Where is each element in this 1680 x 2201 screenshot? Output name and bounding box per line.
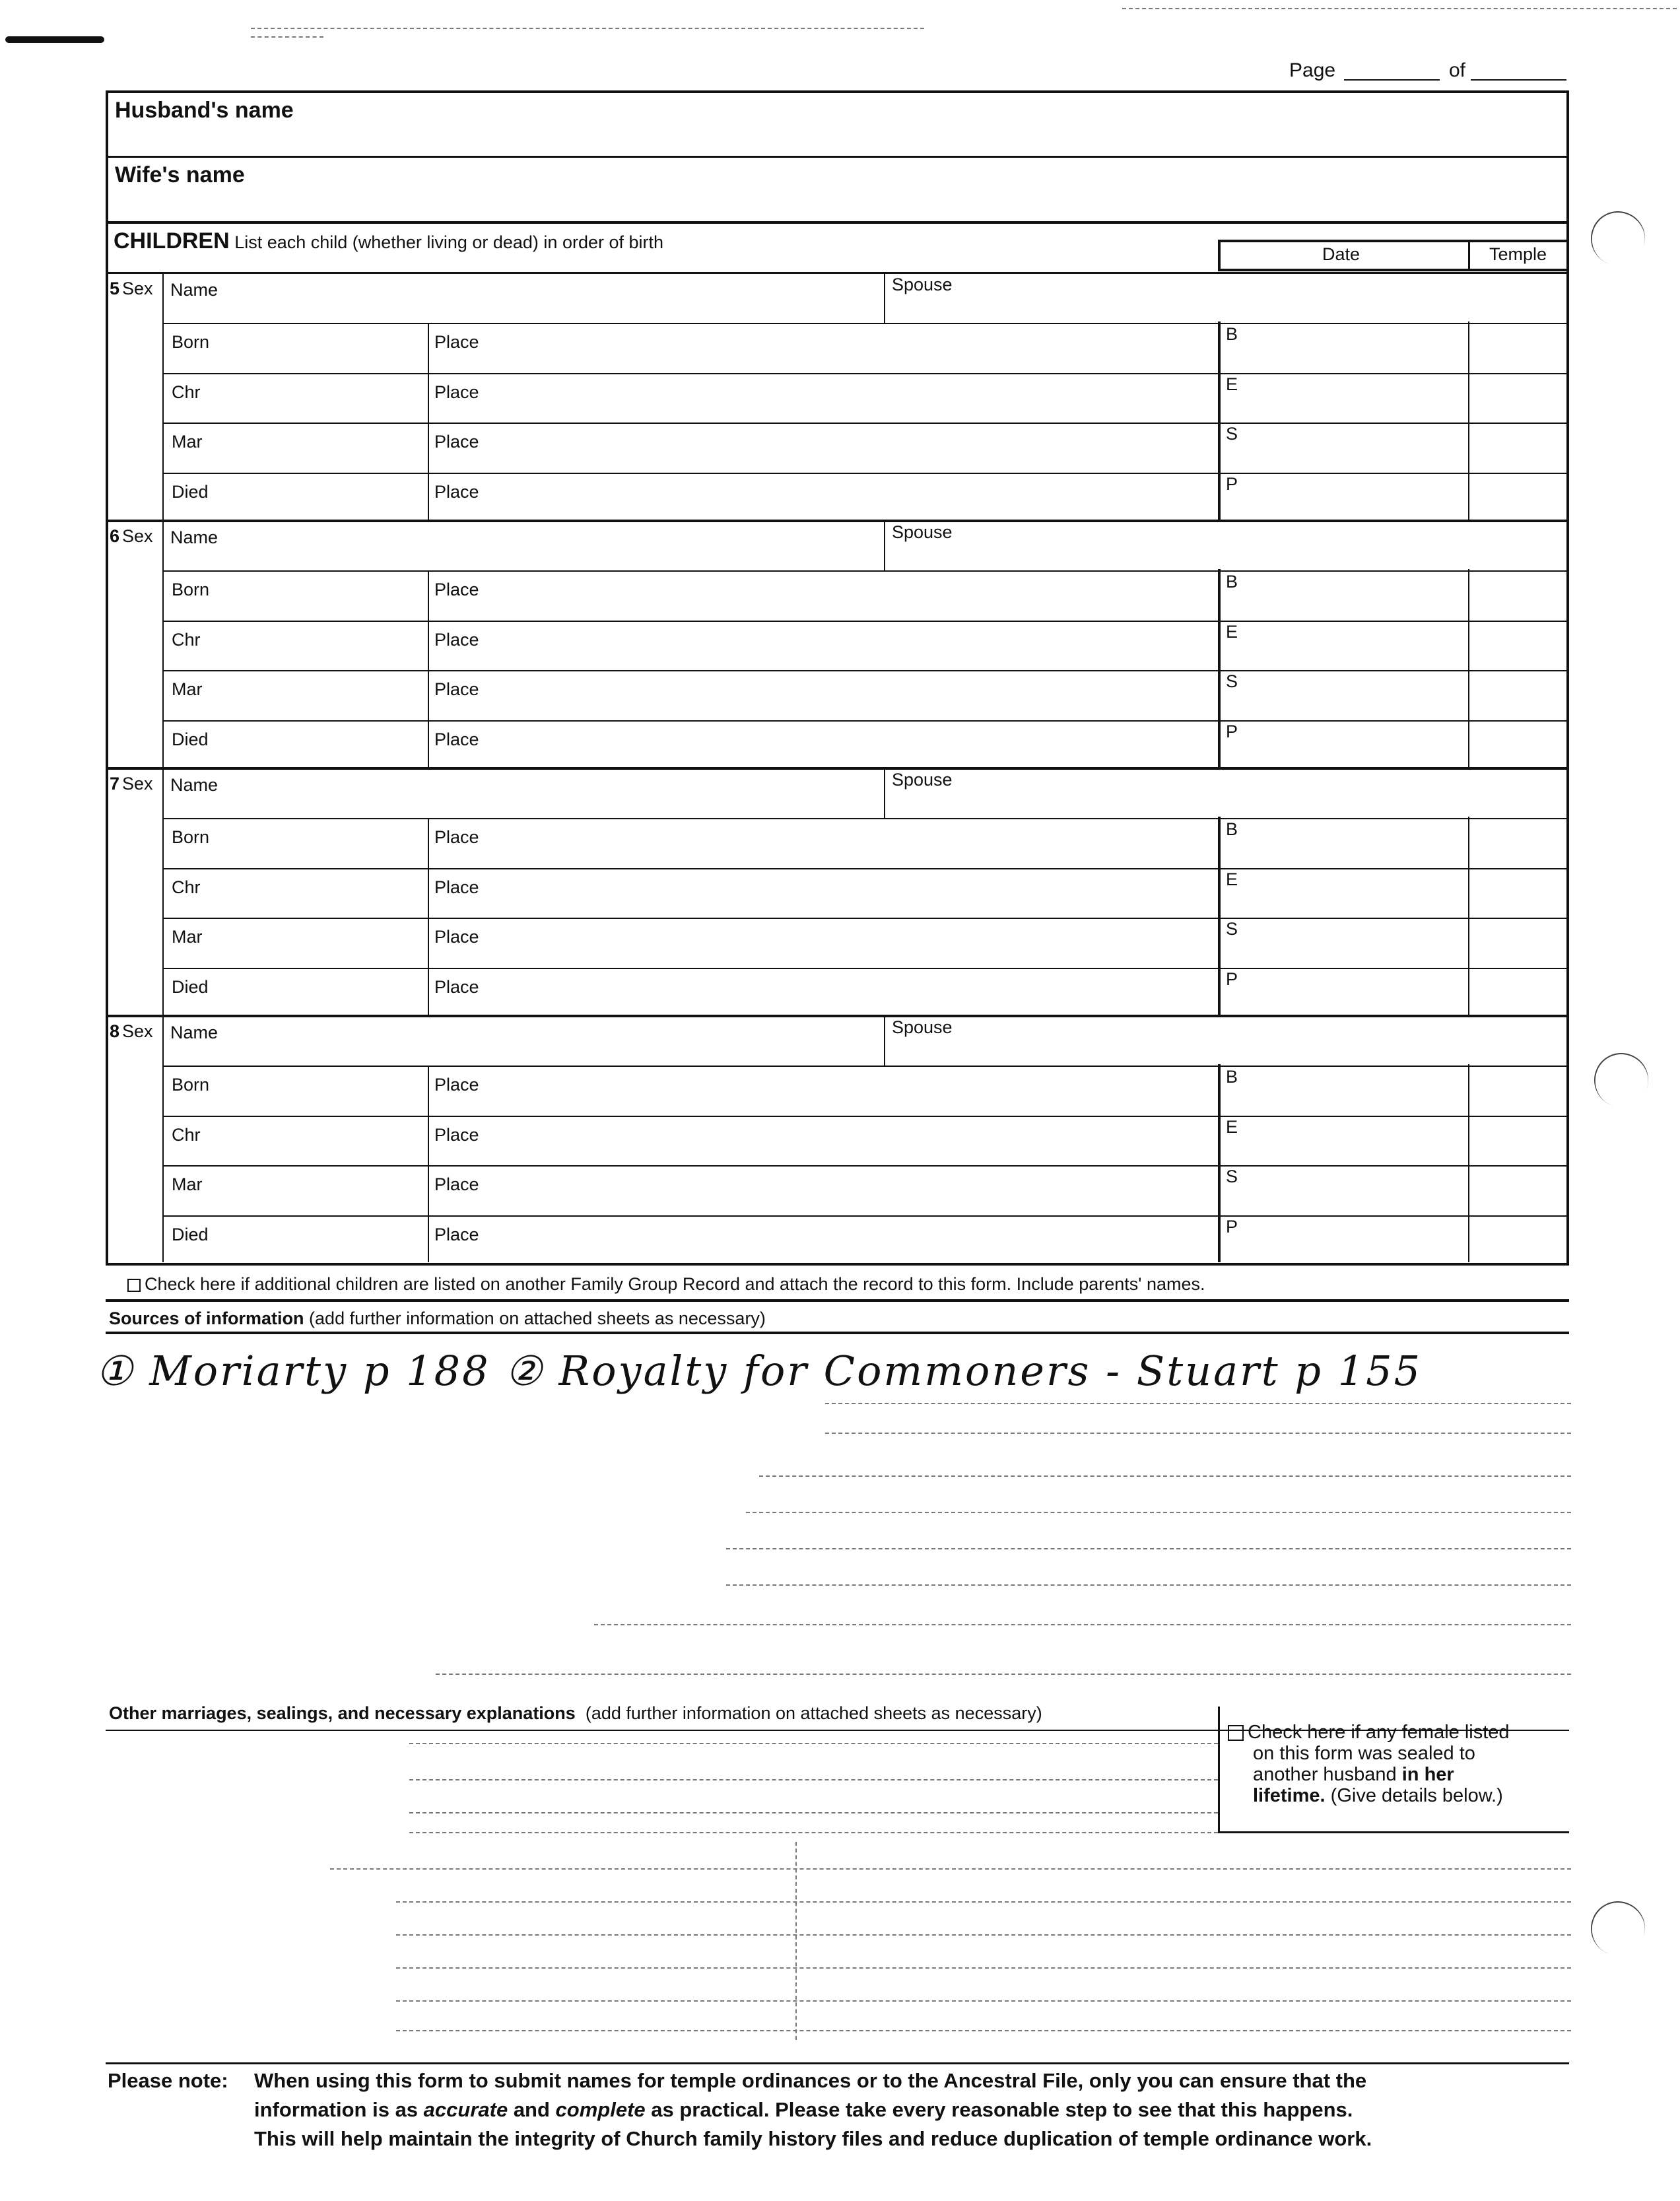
husband-label: Husband's name [115,98,294,123]
event-label-chr: Chr [172,877,201,897]
ordinance-code-e: E [1226,374,1238,394]
bleed-through-line [396,1934,1571,1936]
event-row-rule [162,670,1569,671]
husband-wife-divider [106,156,1569,158]
faint-line [1122,8,1677,9]
sources-subtitle: (add further information on attached sheets as necessary) [309,1308,766,1328]
ordinance-code-b: B [1226,819,1238,839]
spouse-label: Spouse [892,275,953,294]
bleed-through-line [409,1832,1218,1833]
ordinance-code-e: E [1226,1116,1238,1137]
place-label: Place [434,976,479,997]
spouse-label: Spouse [892,1017,953,1037]
sex-label: Sex [122,774,153,794]
child-number-sex [110,279,153,299]
additional-children-text: Check here if additional children are listed on another Family Group Record and attach the record to this form. Include parents' names. [145,1274,1205,1294]
bleed-through-line [409,1743,1218,1744]
event-row-rule [162,473,1569,474]
binder-hole-mark [1583,203,1652,273]
place-column-divider [428,323,429,520]
sex-column-divider [162,520,164,767]
place-label: Place [434,729,479,749]
event-row-rule [162,818,1569,819]
sex-column-divider [162,272,164,520]
place-label: Place [434,481,479,502]
bleed-through-line [396,2000,1571,2002]
event-row-rule [162,968,1569,969]
event-label-died: Died [172,729,209,749]
ordinance-code-s: S [1226,424,1238,444]
ordinance-code-e: E [1226,869,1238,889]
sealed-to-another-checkbox[interactable] [1228,1722,1510,1806]
sealed-text-3b: in her [1401,1764,1454,1785]
note-line-2: information is as accurate and complete as practical. Please take every reasonable step to see that this happens. [254,2098,1353,2121]
event-label-born: Born [172,1075,210,1095]
date-column-divider [1218,569,1221,767]
event-label-mar: Mar [172,432,203,452]
name-label: Name [170,775,218,795]
sources-bottom-rule [106,1332,1569,1334]
child-number: 7 [110,774,120,794]
bleed-through-line [396,1967,1571,1969]
ordinance-code-e: E [1226,621,1238,642]
children-heading [114,228,663,254]
event-row-rule [162,621,1569,622]
child-number: 8 [110,1021,120,1041]
place-label: Place [434,877,479,897]
bleed-through-line [825,1403,1571,1404]
place-label: Place [434,679,479,699]
event-row-rule [162,1165,1569,1167]
name-label: Name [170,527,218,547]
place-label: Place [434,927,479,947]
place-label: Place [434,1124,479,1145]
event-label-born: Born [172,827,210,847]
name-spouse-divider [884,767,885,818]
other-subtitle: (add further information on attached sheets as necessary) [585,1703,1042,1723]
event-label-mar: Mar [172,927,203,947]
place-label: Place [434,432,479,452]
binder-hole-mark [1586,1045,1656,1114]
child-number-sex [110,1021,153,1042]
event-label-chr: Chr [172,382,201,402]
bleed-through-vertical [795,1842,797,2040]
child-block-top-rule [106,1015,1569,1017]
sex-label: Sex [122,1021,153,1041]
faint-line [251,28,924,29]
sex-column-divider [162,1015,164,1262]
note-top-rule [106,2062,1569,2064]
sources-heading [109,1308,766,1329]
event-label-died: Died [172,481,209,502]
children-subtitle: List each child (whether living or dead) in order of birth [234,232,664,252]
additional-children-checkbox[interactable] [127,1274,1205,1295]
wife-children-divider [106,221,1569,224]
sealed-text-3: another husband [1253,1764,1397,1785]
event-row-rule [162,423,1569,424]
place-column-divider [428,570,429,767]
bleed-through-line [330,1868,1571,1870]
place-label: Place [434,382,479,402]
of-label: of [1449,59,1466,81]
name-spouse-divider [884,272,885,323]
temple-column-divider [1468,569,1469,767]
place-label: Place [434,1174,479,1194]
temple-column-divider [1468,1064,1469,1262]
event-row-rule [162,918,1569,919]
place-column-divider [428,1066,429,1262]
page-label: Page [1289,59,1336,81]
other-title: Other marriages, sealings, and necessary explanations [109,1703,576,1723]
event-row-rule [162,1116,1569,1117]
event-row-rule [162,570,1569,572]
ordinance-code-s: S [1226,671,1238,691]
child-block-top-rule [106,520,1569,522]
event-row-rule [162,373,1569,374]
event-label-chr: Chr [172,1124,201,1145]
event-label-chr: Chr [172,629,201,650]
of-number-blank [1471,79,1566,81]
bleed-through-line [726,1548,1571,1549]
checkbox-box[interactable] [127,1279,141,1292]
temple-column-divider [1468,817,1469,1015]
handwritten-sources: ① Moriarty p 188 ② Royalty for Commoners - Stuart p 155 [96,1347,1423,1395]
ordinance-code-s: S [1226,919,1238,939]
date-column-divider [1218,817,1221,1015]
page-number-blank [1344,79,1440,81]
place-label: Place [434,580,479,599]
child-number-sex [110,526,153,547]
event-row-rule [162,1066,1569,1067]
binder-hole-mark [1583,1893,1652,1963]
event-label-born: Born [172,580,210,599]
bleed-through-line [396,2030,1571,2031]
page-number-field [1289,59,1335,82]
place-label: Place [434,1224,479,1244]
event-label-died: Died [172,976,209,997]
place-label: Place [434,332,479,352]
other-marriages-heading [109,1703,1042,1724]
event-label-born: Born [172,332,210,352]
spouse-label: Spouse [892,522,953,542]
ordinance-code-b: B [1226,572,1238,592]
name-spouse-divider [884,1015,885,1066]
child-block-top-rule [106,272,1569,274]
event-row-rule [162,1215,1569,1217]
event-label-died: Died [172,1224,209,1244]
bleed-through-line [746,1512,1571,1513]
spouse-label: Spouse [892,770,953,790]
event-row-rule [162,323,1569,324]
please-note-text [254,2066,1372,2153]
ordinance-code-b: B [1226,324,1238,344]
bleed-through-line [409,1812,1218,1813]
please-note-label: Please note: [108,2069,228,2092]
sealed-text-4: lifetime. [1253,1785,1326,1806]
ordinance-code-s: S [1226,1167,1238,1186]
wife-label: Wife's name [115,162,245,187]
note-line-3: This will help maintain the integrity of Church family history files and reduce duplication of temple ordinance work. [254,2127,1372,2150]
name-spouse-divider [884,520,885,570]
date-column-divider [1218,1064,1221,1262]
event-row-rule [162,720,1569,722]
ordinance-code-p: P [1226,1216,1238,1236]
bleed-through-line [409,1779,1218,1780]
sources-top-rule [106,1299,1569,1302]
place-label: Place [434,629,479,650]
faint-line [251,36,323,38]
event-label-mar: Mar [172,1174,203,1194]
scan-mark [5,36,104,43]
sources-title: Sources of information [109,1308,304,1328]
sealed-text-2: on this form was sealed to [1253,1743,1475,1764]
event-label-mar: Mar [172,679,203,699]
bleed-through-line [825,1433,1571,1434]
bleed-through-line [759,1475,1571,1477]
date-column-divider [1218,322,1221,520]
temple-header: Temple [1489,244,1547,264]
child-number-sex [110,774,153,794]
name-label: Name [170,1023,218,1042]
sex-column-divider [162,767,164,1015]
note-line-1: When using this form to submit names for temple ordinances or to the Ancestral File, only you can ensure that the [254,2069,1367,2092]
children-title: CHILDREN [114,228,230,254]
ordinance-code-b: B [1226,1067,1238,1087]
child-number: 5 [110,279,120,298]
bleed-through-line [726,1584,1571,1586]
name-label: Name [170,280,218,300]
place-label: Place [434,1075,479,1095]
ordinance-code-p: P [1226,968,1238,989]
sex-label: Sex [122,279,153,298]
date-header: Date [1322,244,1361,264]
child-number: 6 [110,526,120,546]
bleed-through-line [396,1901,1571,1903]
bleed-through-line [594,1624,1571,1625]
temple-column-divider [1468,322,1469,520]
place-label: Place [434,827,479,847]
sex-label: Sex [122,526,153,546]
ordinance-code-p: P [1226,473,1238,494]
sealed-text-1: Check here if any female listed [1248,1722,1510,1743]
sealed-text-4b: (Give details below.) [1330,1785,1503,1806]
date-temple-header-divider [1468,240,1470,271]
place-column-divider [428,818,429,1015]
checkbox-box[interactable] [1228,1725,1244,1741]
ordinance-code-p: P [1226,721,1238,741]
event-row-rule [162,868,1569,869]
child-block-top-rule [106,767,1569,770]
bleed-through-line [436,1674,1571,1675]
